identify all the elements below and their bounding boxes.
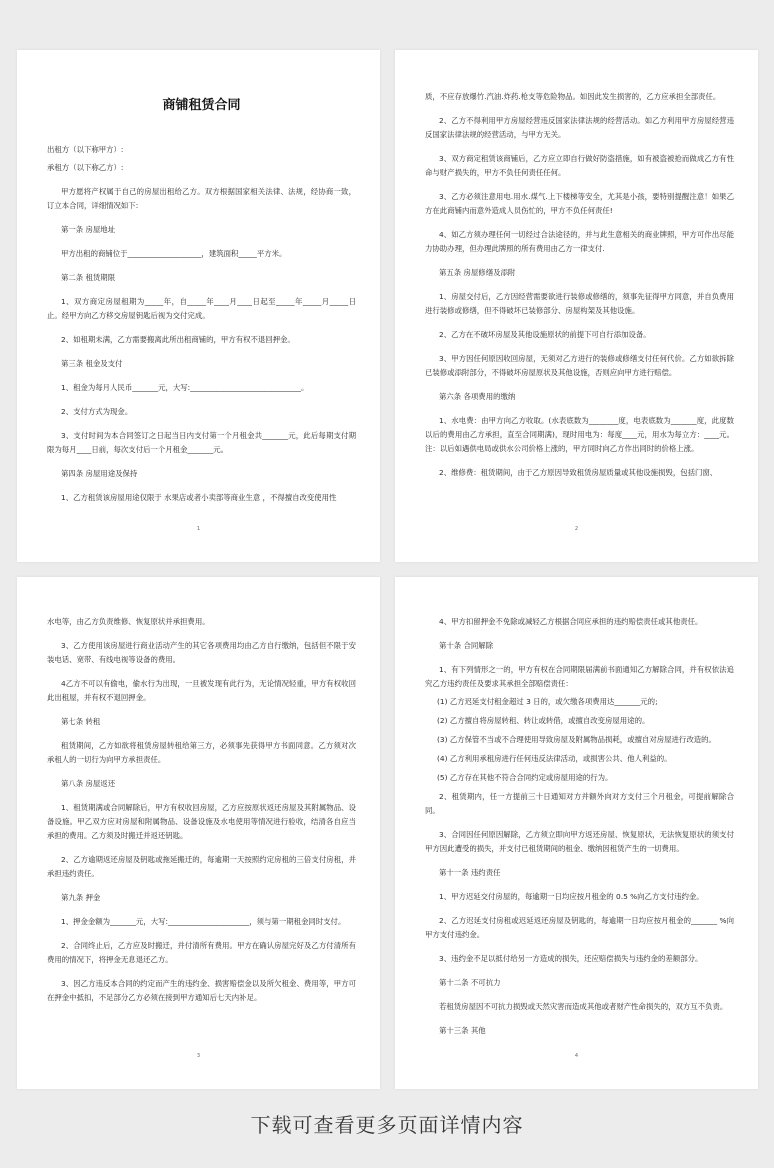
contract-paragraph: 第七条 转租 [61,717,101,726]
contract-paragraph: 1、租金为每月人民币_______元，大写:______________________________。 [61,383,309,392]
contract-paragraph: 第二条 租赁期限 [61,273,116,282]
contract-paragraph: 1、甲方迟延交付房屋的，每逾期一日均应按月租金的 0.5 %向乙方支付违约金。 [439,892,704,901]
contract-paragraph: 3、支付时间为本合同签订之日起当日内支付第一个月租金共_______元，此后每期支付期限为每月____日前，每次支付后一个月租金_______元。 [47,431,356,454]
contract-paragraph: 4、甲方扣留押金不免除或减轻乙方根据合同应承担的违约赔偿责任或其他责任。 [439,617,703,626]
contract-paragraph: 第十三条 其他 [439,1026,486,1035]
contract-paragraph: 若租赁房屋因不可抗力损毁或天然灾害而造成其他或者财产性命损失的，双方互不负责。 [439,1002,728,1011]
contract-paragraph: 水电等，由乙方负责维修、恢复原状并承担费用。 [47,617,210,626]
contract-paragraph: 出租方（以下称甲方）: [47,145,124,154]
download-caption: 下载可查看更多页面详情内容 [250,1113,524,1137]
contract-paragraph: 第十一条 违约责任 [439,868,501,877]
contract-paragraph: 第八条 房屋返还 [61,779,116,788]
document-page-4 [395,577,758,1089]
contract-paragraph: 第十二条 不可抗力 [439,978,501,987]
contract-paragraph: 租赁期间，乙方如欲将租赁房屋转租给第三方，必须事先获得甲方书面同意。乙方须对次承租人的一切行为向甲方承担责任。 [47,741,356,764]
contract-paragraph: 4乙方不可以有偷电，偷水行为出现，一旦被发现有此行为，无论情况轻重，甲方有权收回此出租屋，并有权不退回押金。 [47,679,356,702]
contract-paragraph: 1、双方商定房屋租期为_____年，自_____年____月____日起至_____年_____月_____日止。经甲方向乙方移交房屋钥匙后视为交付完成。 [47,297,356,320]
contract-paragraph: (5) 乙方存在其他不符合合同约定或房屋用途的行为。 [437,773,613,782]
contract-paragraph: 第一条 房屋地址 [61,225,116,234]
contract-paragraph: 第十条 合同解除 [439,641,494,650]
page-number: 1 [196,526,201,532]
contract-paragraph: 2、维修费：租赁期间，由于乙方原因导致租赁房屋质量或其他设施损毁，包括门窗、 [439,468,718,477]
contract-paragraph: 第五条 房屋修缮及添附 [439,268,516,277]
document-page-3 [17,577,380,1089]
contract-paragraph: 1、押金金额为_______元，大写:______________________，须与第一期租金同时支付。 [61,917,346,926]
page-content [47,94,356,515]
contract-paragraph: 质，不应存放爆竹.汽油.炸药.枪支等危险物品。如因此发生损害的，乙方应承担全部责任。 [425,92,721,101]
page-number: 4 [574,1053,579,1059]
contract-paragraph: 第六条 各项费用的缴纳 [439,392,516,401]
contract-paragraph: 3、双方商定租赁该商铺后，乙方应立即自行做好防盗措施，如有被盗被抢而做成乙方有性命与财产损失的，甲方不负任何责任任何。 [425,154,734,177]
contract-paragraph: 1、有下列情形之一的，甲方有权在合同期限届满前书面通知乙方解除合同，并有权依法追究乙方违约责任及要求其承担全部赔偿责任： [425,665,734,688]
contract-paragraph: 3、因乙方违反本合同的约定而产生的违约金、损害赔偿金以及所欠租金、费用等，甲方可在押金中抵扣，不足部分乙方必须在接到甲方通知后七天内补足。 [47,979,356,1002]
page-content [425,90,734,490]
contract-paragraph: 1、租赁期满或合同解除后，甲方有权收回房屋，乙方应按原状返还房屋及其附属物品、设备设施。甲乙双方应对房屋和附属物品、设备设施及水电使用等情况进行验收，结清各自应当承担的费用。乙方须及时搬迁并返还钥匙。 [47,803,356,840]
contract-paragraph: 2、租赁期内，任一方提前三十日通知对方并额外向对方支付三个月租金，可提前解除合同。 [425,792,734,815]
contract-paragraph: 甲方出租的商铺位于____________________，建筑面积_____平方米。 [61,249,287,258]
contract-paragraph: (3) 乙方保管不当或不合理使用导致房屋及附属物品损耗，或擅自对房屋进行改造的。 [437,735,716,744]
contract-paragraph: 3、合同因任何原因解除，乙方须立即向甲方返还房屋、恢复原状，无法恢复原状的须支付甲方因此遭受的损失，并支付已租赁期间的租金、缴纳因租赁产生的一切费用。 [425,830,734,853]
contract-paragraph: 1、乙方租赁该房屋用途仅限于 水果店或者小卖部等商业生意 ，不得擅自改变使用性 [61,493,337,502]
contract-paragraph: (1) 乙方迟延支付租金超过 3 日的，或欠缴各项费用达_______元的; [437,697,658,706]
contract-paragraph: 2、支付方式为现金。 [61,407,133,416]
contract-paragraph: 1、房屋交付后，乙方因经营需要欲进行装修或修缮的，须事先征得甲方同意，并自负费用进行装修或修缮，但不得破坏已装修部分、房屋构架及其他设施。 [425,292,734,315]
document-title: 商铺租赁合同 [162,98,241,113]
contract-paragraph: 2、乙方在不破坏房屋及其他设施原状的前提下可自行添加设备。 [439,330,651,339]
document-page-1 [17,50,380,562]
page-content [425,615,734,1048]
contract-paragraph: (2) 乙方擅自将房屋转租、转让或转借，或擅自改变房屋用途的。 [437,716,650,725]
contract-paragraph: 2、乙方逾期返还房屋及钥匙或拖延搬迁的，每逾期一天按照约定房租的三倍支付房租，并承担违约责任。 [47,855,356,878]
contract-paragraph: 第四条 房屋用途及保持 [61,469,138,478]
contract-paragraph: 第三条 租金及支付 [61,359,123,368]
contract-paragraph: 3、甲方因任何原因收回房屋，无须对乙方进行的装修或修缮支付任何代价。乙方如欲拆除已装修或添附部分，不得破坏房屋原状及其他设施，否则应向甲方进行赔偿。 [425,354,734,377]
contract-paragraph: 3、乙方必须注意用电.用水.煤气.上下楼梯等安全，尤其是小孩，要特别提醒注意！如果乙方在此商铺内而意外造成人员伤忙的，甲方不负任何责任! [425,192,734,215]
contract-paragraph: 第九条 押金 [61,893,101,902]
page-content [47,615,356,1015]
contract-paragraph: 2、乙方不得利用甲方房屋经营违反国家法律法规的经营活动。如乙方利用甲方房屋经营违反国家法律法规的经营活动，与甲方无关。 [425,116,734,139]
contract-paragraph: 3、乙方使用该房屋进行商业活动产生的其它各项费用均由乙方自行缴纳，包括但不限于安装电话、宽带、有线电视等设备的费用。 [47,641,356,664]
contract-paragraph: (4) 乙方利用承租房进行任何违反法律活动，或损害公共、他人利益的。 [437,754,672,763]
contract-paragraph: 2、合同终止后，乙方应及时搬迁，并付清所有费用。甲方在确认房屋完好及乙方付清所有费用的情况下，将押金无息退还乙方。 [47,941,356,964]
contract-paragraph: 4、如乙方须办理任何一切经过合法途径的，并与此生意相关的商业牌照，甲方可作出尽能力协助办理，但办理此牌照的所有费用由乙方一律支付. [425,230,734,253]
contract-paragraph: 3、违约金不足以抵付给另一方造成的损失，还应赔偿损失与违约金的差额部分。 [439,954,703,963]
contract-paragraph: 甲方愿将产权属于自己的房屋出租给乙方。双方根据国家相关法律、法规，经协商一致，订立本合同，详细情况如下: [47,187,356,210]
contract-paragraph: 承租方（以下称乙方）: [47,163,124,172]
contract-paragraph: 2、如租期未满，乙方需要搬离此所出租商铺的，甲方有权不退回押金。 [61,335,295,344]
contract-paragraph: 2、乙方迟延支付房租或迟延返还房屋及钥匙的，每逾期一日均应按月租金的_______ %向甲方支付违约金。 [425,916,734,939]
page-number: 3 [196,1053,201,1059]
document-page-2 [395,50,758,562]
contract-paragraph: 1、水电费：由甲方向乙方收取。(水表底数为________度，电表底数为_______度，此度数以后的费用由乙方承担，直至合同期满)，现时用电为：每度____元，用水为每立方：____元。注：以后如遇供电局或供水公司价格上涨的，甲方同时向乙方作出同时的价格上涨。 [425,416,734,453]
page-number: 2 [574,526,579,532]
